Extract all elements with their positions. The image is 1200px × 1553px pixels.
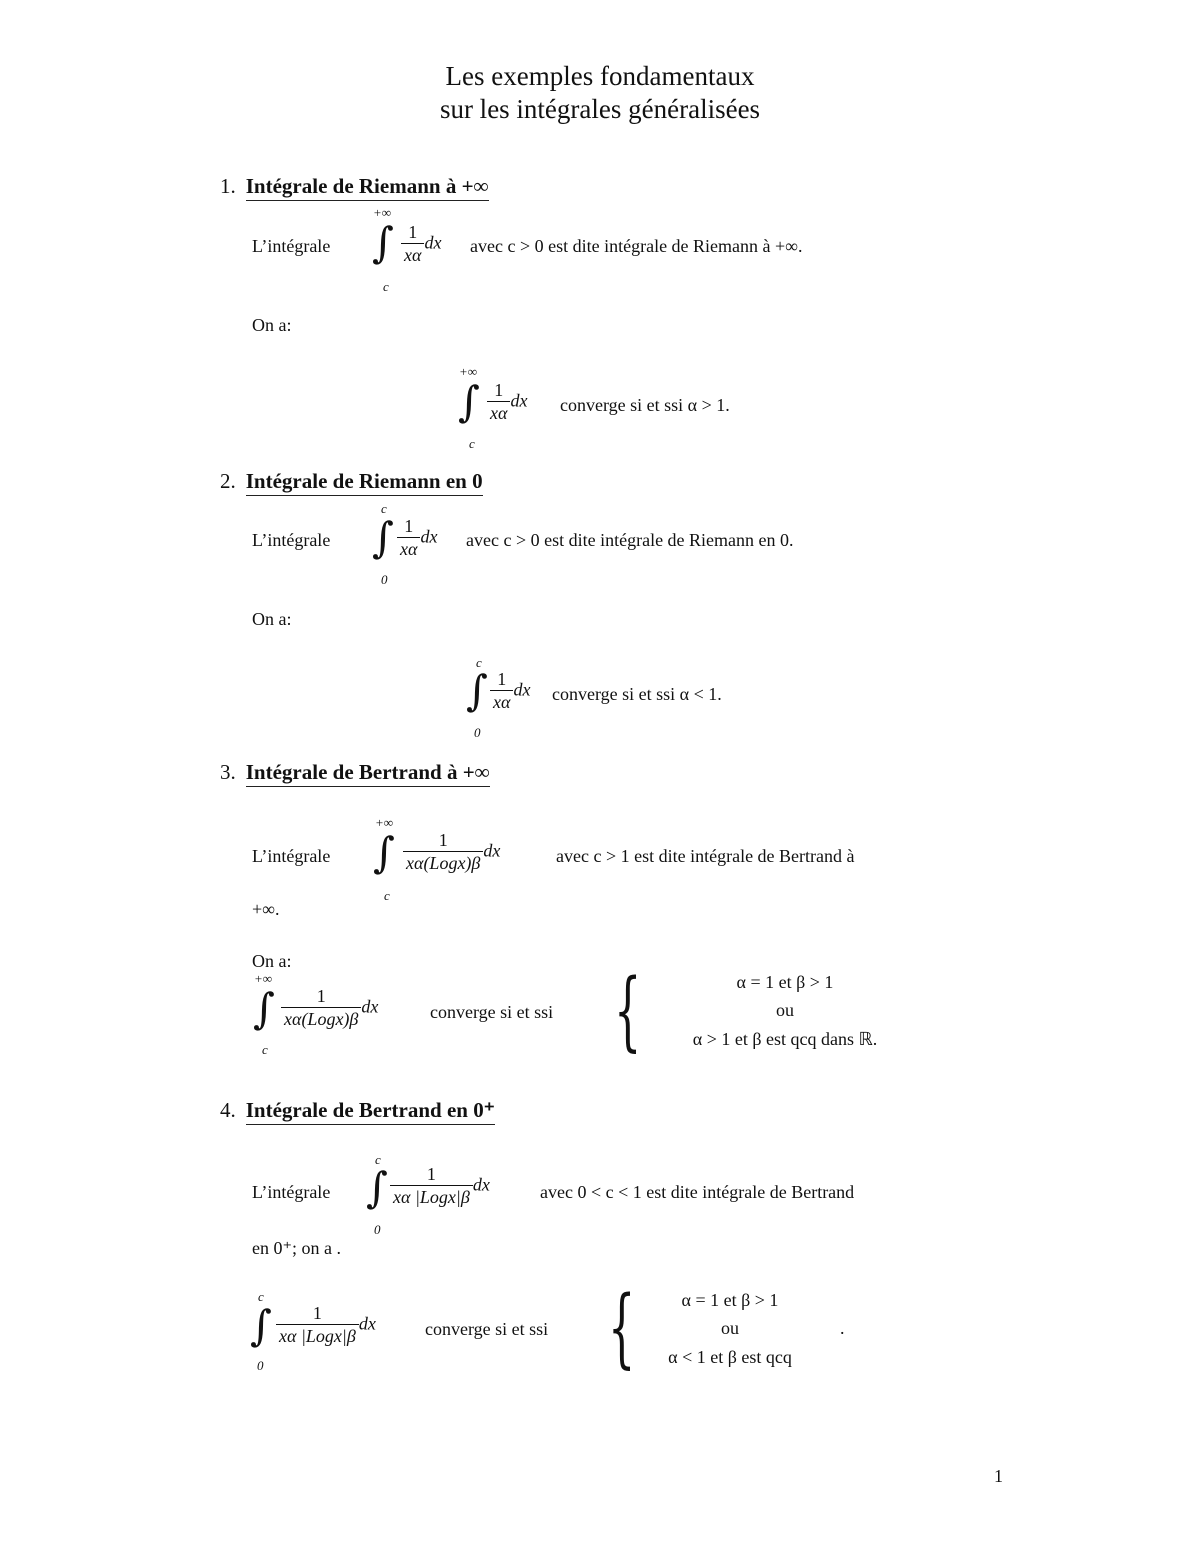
section-title: Intégrale de Riemann à +∞ bbox=[246, 174, 489, 201]
bertrand-abs-fraction: $\frac{1}{\text{xα |Logx|β}}$ dx bbox=[390, 1164, 490, 1208]
integral-upper-limit: c bbox=[375, 1152, 381, 1167]
integral-upper-limit: +∞ bbox=[375, 815, 394, 830]
riemann-fraction: $\frac{1}{x\alpha}$ dx bbox=[401, 222, 441, 266]
section-3-heading bbox=[220, 760, 490, 785]
bertrand-fraction: $\frac{1}{\text{xα(Logx)β}}$ dx bbox=[281, 986, 378, 1030]
integral-sign: ∫ bbox=[373, 828, 395, 877]
definition-wrap: +∞. bbox=[252, 899, 280, 919]
section-number: 1. bbox=[220, 174, 236, 198]
definition-lead: L’intégrale bbox=[252, 236, 331, 256]
integral-sign: ∫ bbox=[250, 1301, 272, 1350]
page-number: 1 bbox=[994, 1466, 1003, 1486]
definition-lead: L’intégrale bbox=[252, 846, 331, 866]
section-number: 4. bbox=[220, 1098, 236, 1122]
riemann-fraction: $\frac{1}{x\alpha}$ dx bbox=[397, 516, 437, 560]
riemann-fraction: $\frac{1}{x\alpha}$ dx bbox=[487, 380, 527, 424]
convergence-result: converge si et ssi bbox=[430, 1002, 554, 1022]
trailing-period: . bbox=[840, 1318, 845, 1338]
integral-upper-limit: c bbox=[476, 655, 482, 670]
on-a-label: On a: bbox=[252, 951, 292, 971]
cases-brace: { bbox=[608, 1278, 636, 1378]
definition-tail: avec c > 1 est dite intégrale de Bertrand à bbox=[556, 846, 855, 866]
cases-brace: { bbox=[614, 961, 642, 1061]
integral-sign: ∫ bbox=[253, 984, 275, 1033]
section-title: Intégrale de Riemann en 0 bbox=[246, 469, 483, 496]
riemann-fraction: $\frac{1}{x\alpha}$ dx bbox=[490, 669, 530, 713]
integral-upper-limit: +∞ bbox=[459, 364, 478, 379]
definition-tail: avec c > 0 est dite intégrale de Riemann à +∞. bbox=[470, 236, 803, 256]
page-title-line-1: Les exemples fondamentaux bbox=[445, 61, 755, 91]
integral-lower-limit: c bbox=[383, 279, 389, 294]
integral-lower-limit: c bbox=[469, 436, 475, 451]
section-title: Intégrale de Bertrand en 0⁺ bbox=[246, 1098, 495, 1125]
section-2-heading bbox=[220, 469, 483, 494]
section-number: 3. bbox=[220, 760, 236, 784]
integral-lower-limit: c bbox=[262, 1042, 268, 1057]
convergence-result: converge si et ssi α > 1. bbox=[560, 395, 730, 415]
case-condition-1: α = 1 et β > 1 bbox=[681, 1290, 779, 1310]
case-condition-2: α > 1 et β est qcq dans ℝ. bbox=[692, 1029, 878, 1049]
integral-lower-limit: 0 bbox=[474, 725, 481, 740]
integral-lower-limit: 0 bbox=[381, 572, 388, 587]
on-a-label: On a: bbox=[252, 315, 292, 335]
case-or: ou bbox=[721, 1318, 739, 1338]
integral-upper-limit: c bbox=[381, 501, 387, 516]
integral-lower-limit: 0 bbox=[257, 1358, 264, 1373]
integral-sign: ∫ bbox=[366, 1163, 388, 1212]
section-number: 2. bbox=[220, 469, 236, 493]
integral-lower-limit: c bbox=[384, 888, 390, 903]
section-1-heading bbox=[220, 174, 489, 199]
page-title-line-2: sur les intégrales généralisées bbox=[439, 94, 761, 124]
convergence-result: converge si et ssi bbox=[425, 1319, 549, 1339]
case-or: ou bbox=[776, 1000, 794, 1020]
bertrand-fraction: $\frac{1}{\text{xα(Logx)β}}$ dx bbox=[403, 830, 500, 874]
definition-tail: avec 0 < c < 1 est dite intégrale de Bertrand bbox=[540, 1182, 855, 1202]
definition-lead: L’intégrale bbox=[252, 1182, 331, 1202]
on-a-label: On a: bbox=[252, 609, 292, 629]
section-title: Intégrale de Bertrand à +∞ bbox=[246, 760, 490, 787]
definition-tail: avec c > 0 est dite intégrale de Riemann en 0. bbox=[466, 530, 794, 550]
convergence-result: converge si et ssi α < 1. bbox=[552, 684, 722, 704]
integral-sign: ∫ bbox=[372, 218, 394, 267]
integral-upper-limit: +∞ bbox=[373, 205, 392, 220]
integral-upper-limit: c bbox=[258, 1289, 264, 1304]
definition-lead: L’intégrale bbox=[252, 530, 331, 550]
integral-upper-limit: +∞ bbox=[254, 971, 273, 986]
bertrand-abs-fraction: $\frac{1}{\text{xα |Logx|β}}$ dx bbox=[276, 1303, 376, 1347]
integral-sign: ∫ bbox=[458, 377, 480, 426]
case-condition-1: α = 1 et β > 1 bbox=[736, 972, 834, 992]
definition-wrap: en 0⁺; on a . bbox=[252, 1238, 341, 1258]
integral-sign: ∫ bbox=[372, 513, 394, 562]
section-4-heading bbox=[220, 1098, 495, 1123]
integral-lower-limit: 0 bbox=[374, 1222, 381, 1237]
case-condition-2: α < 1 et β est qcq bbox=[668, 1347, 792, 1367]
integral-sign: ∫ bbox=[466, 666, 488, 715]
